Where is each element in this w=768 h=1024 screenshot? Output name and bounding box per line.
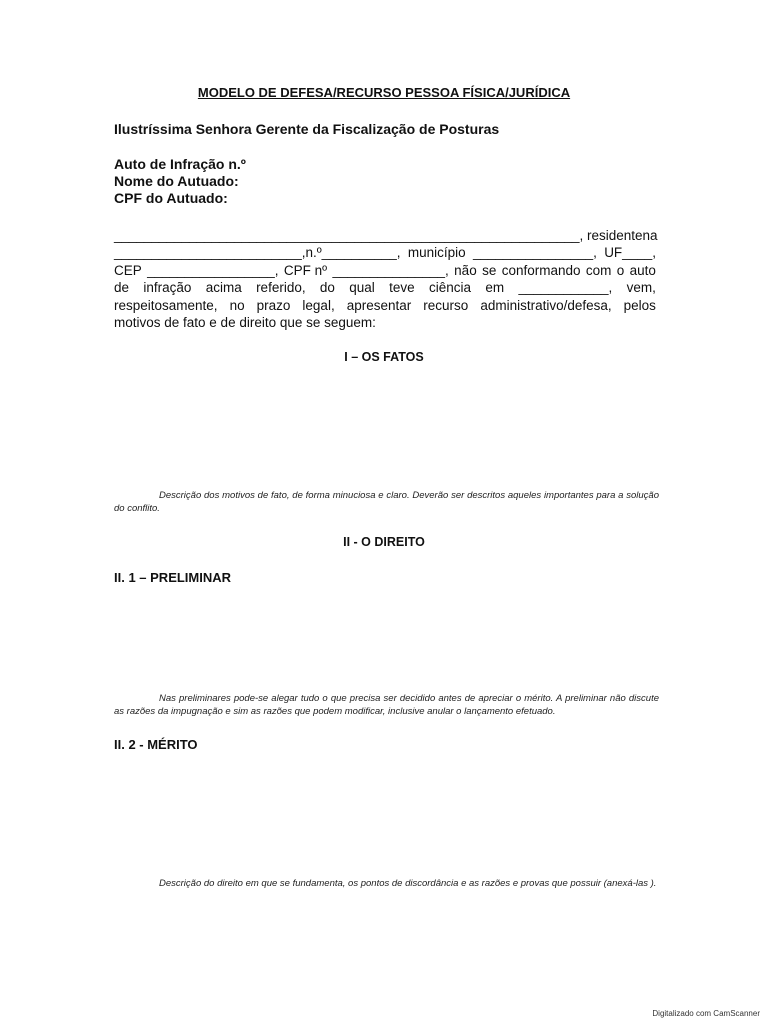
- paragraph-line: ______________________________________________________________, residente na: [114, 228, 658, 243]
- identification-paragraph: [114, 227, 656, 331]
- scanner-watermark: Digitalizado com CamScanner: [652, 1009, 760, 1018]
- document-title: MODELO DE DEFESA/RECURSO PESSOA FÍSICA/JURÍDICA: [197, 85, 571, 100]
- salutation: Ilustríssima Senhora Gerente da Fiscalização de Posturas: [114, 121, 500, 137]
- subsection-title-preliminar: II. 1 – PRELIMINAR: [114, 570, 232, 585]
- paragraph-line: _________________________,n.º__________, município ________________, UF____,: [114, 245, 656, 261]
- auto-infracao-field: Auto de Infração n.º: [114, 156, 246, 172]
- subsection-title-merito: II. 2 - MÉRITO: [114, 737, 198, 752]
- paragraph-line: CEP _________________, CPF nº _______________, não se conformando com o auto: [114, 262, 656, 278]
- cpf-autuado-field: CPF do Autuado:: [114, 190, 228, 206]
- section-title-fatos: I – OS FATOS: [344, 350, 424, 364]
- paragraph-line: respeitosamente, no prazo legal, apresentar recurso administrativo/defesa, pelos: [114, 297, 656, 313]
- paragraph-line: de infração acima referido, do qual teve ciência em ____________, vem,: [114, 280, 656, 296]
- nome-autuado-field: Nome do Autuado:: [114, 173, 239, 189]
- merito-note: Descrição do direito em que se fundamenta, os pontos de discordância e as razões e provas que possuir (anexá-las ).: [159, 878, 657, 889]
- paragraph-line: motivos de fato e de direito que se seguem:: [114, 315, 376, 331]
- fatos-note: Descrição dos motivos de fato, de forma minuciosa e claro. Deverão ser descritos aqueles importantes para a solução do conflito.: [114, 490, 659, 514]
- header-fields: [114, 156, 246, 207]
- section-title-direito: II - O DIREITO: [343, 535, 425, 549]
- preliminar-note: Nas preliminares pode-se alegar tudo o que precisa ser decidido antes de apreciar o mérito. A preliminar não discute as razões da impugnação e sim as razões que podem modificar, inclusive anular o lançamento efetuado.: [114, 693, 659, 717]
